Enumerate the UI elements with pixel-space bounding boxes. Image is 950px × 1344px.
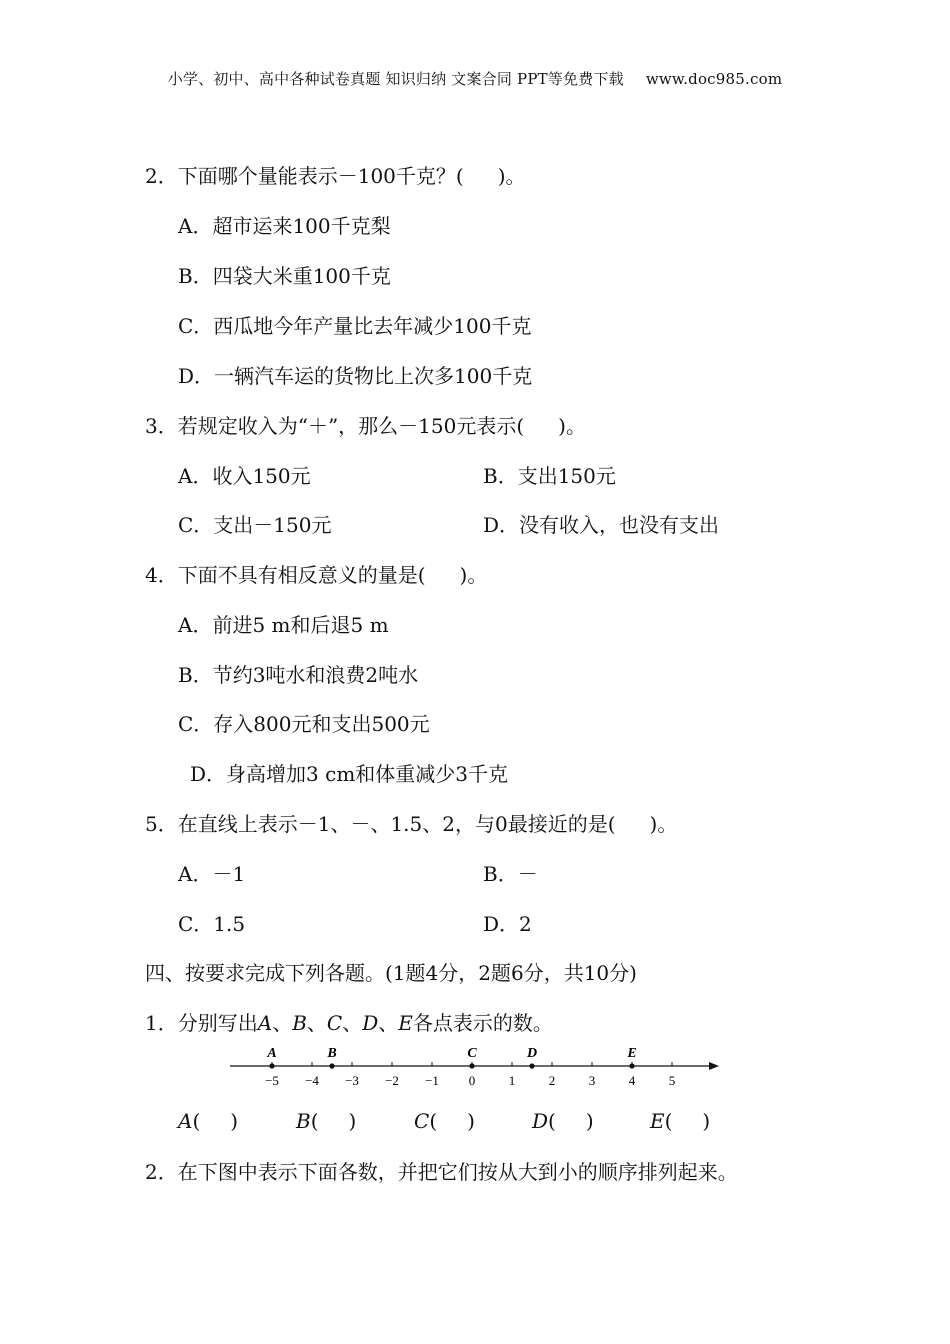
q2-option-c: C．西瓜地今年产量比去年减少100千克 [178,314,532,338]
answer-a[interactable] [178,1108,296,1134]
q3-option-d: D．没有收入，也没有支出 [483,513,720,537]
answer-open: ( [192,1109,201,1133]
number-line-tick-label: 0 [468,1073,476,1088]
answer-label: A [178,1109,193,1133]
q5-stem-end: )。 [649,812,678,836]
q5-option-d: D．2 [483,912,532,936]
page-header [0,68,950,89]
answer-c[interactable] [414,1108,532,1134]
q2-stem-end: )。 [497,164,526,188]
number-line-arrow [709,1062,719,1070]
q4-stem-text: 4．下面不具有相反意义的量是( [145,563,426,587]
answer-close: ) [702,1109,711,1133]
answer-close: ) [348,1109,357,1133]
answer-open: ( [429,1109,438,1133]
number-line-point-b [329,1063,334,1068]
number-line-point-label: D [526,1046,538,1061]
s4-q1-sep: 、 [342,1011,363,1035]
number-line-point-label: A [267,1046,277,1061]
q2-stem [145,163,526,189]
number-line-point-d [529,1063,534,1068]
s4-q1-suffix: 各点表示的数。 [412,1011,553,1035]
number-line-tick-label: 5 [668,1073,676,1088]
q2-stem-text: 2．下面哪个量能表示－100千克？( [145,164,464,188]
answer-d[interactable] [532,1108,650,1134]
number-line-tick-label: −4 [305,1073,319,1088]
q4-stem [145,562,487,588]
header-url: www.doc985.com [645,70,783,88]
number-line-tick-label: 3 [588,1073,596,1088]
answer-e[interactable] [650,1108,768,1134]
s4-q1-var-d: D [362,1011,379,1035]
answer-label: E [650,1109,665,1133]
s4-q1-sep: 、 [272,1011,293,1035]
s4-q1-prefix: 1．分别写出 [145,1011,258,1035]
number-line-tick-label: 2 [548,1073,556,1088]
q3-stem-end: )。 [558,414,586,438]
number-line-tick-label: −2 [385,1073,399,1088]
q2-option-a: A．超市运来100千克梨 [178,214,391,238]
q4-option-c: C．存入800元和支出500元 [178,712,430,736]
s4-q1-var-b: B [292,1011,307,1035]
answer-label: C [414,1109,430,1133]
answer-close: ) [467,1109,475,1133]
number-line-tick-label: 4 [628,1073,636,1088]
s4-q1-sep: 、 [306,1011,327,1035]
number-line [225,1040,725,1090]
s4-q1-sep: 、 [378,1011,399,1035]
header-title: 小学、初中、高中各种试卷真题 知识归纳 文案合同 PPT等免费下载 [167,70,624,88]
answer-close: ) [585,1109,594,1133]
s4-q1-var-c: C [326,1011,343,1035]
number-line-tick-label: 1 [508,1073,516,1088]
number-line-point-c [469,1063,474,1068]
q4-option-d: D．身高增加3 cm和体重减少3千克 [190,762,509,786]
q2-option-d: D．一辆汽车运的货物比上次多100千克 [178,364,533,388]
answer-open: ( [548,1109,556,1133]
answer-close: ) [230,1109,239,1133]
q5-option-b: B．－ [483,862,538,886]
q2-option-b: B．四袋大米重100千克 [178,264,391,288]
s4-q1-var-e: E [398,1011,413,1035]
answer-label: B [296,1109,311,1133]
number-line-tick-label: −3 [345,1073,359,1088]
s4-q1-var-a: A [257,1011,273,1035]
number-line-point-label: C [467,1046,477,1061]
answer-open: ( [664,1109,673,1133]
number-line-point-e [629,1063,634,1068]
q3-option-b: B．支出150元 [483,464,616,488]
answer-row [178,1108,768,1134]
q3-stem [145,413,586,439]
s4-q2-stem: 2．在下图中表示下面各数，并把它们按从大到小的顺序排列起来。 [145,1160,738,1184]
answer-b[interactable] [296,1108,414,1134]
q5-option-a: A．－1 [178,862,246,886]
q3-stem-text: 3．若规定收入为“＋”，那么－150元表示( [145,414,525,438]
q3-option-c: C．支出－150元 [178,513,332,537]
answer-open: ( [310,1109,319,1133]
number-line-tick-label: −5 [265,1073,279,1088]
q5-stem [145,811,677,837]
q5-option-c: C．1.5 [178,912,246,936]
number-line-point-a [269,1063,274,1068]
q5-stem-text: 5．在直线上表示－1、－、1.5、2，与0最接近的是( [145,812,616,836]
s4-q1-stem [145,1010,553,1036]
q4-stem-end: )。 [459,563,488,587]
q4-option-b: B．节约3吨水和浪费2吨水 [178,663,419,687]
number-line-tick-label: −1 [425,1073,439,1088]
number-line-point-label: B [327,1046,337,1061]
answer-label: D [532,1109,549,1133]
q4-option-a: A．前进5 m和后退5 m [178,613,389,637]
q3-option-a: A．收入150元 [178,464,311,488]
section-title: 四、按要求完成下列各题。(1题4分，2题6分，共10分) [145,961,637,985]
number-line-point-label: E [627,1046,637,1061]
